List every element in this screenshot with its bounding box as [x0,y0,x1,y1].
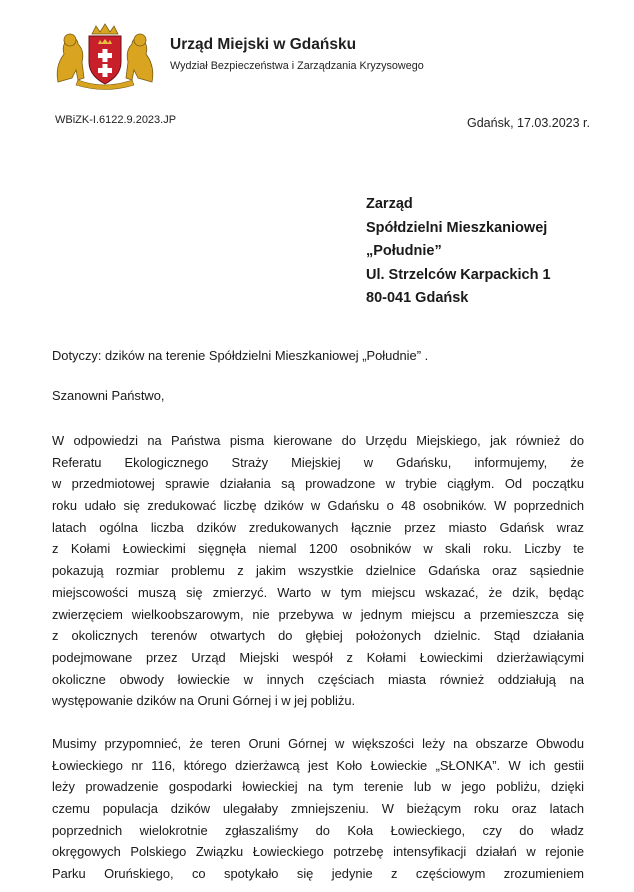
salutation: Szanowni Państwo, [52,388,165,403]
reference-number: WBiZK-I.6122.9.2023.JP [55,114,177,126]
body-paragraph-1 [52,430,584,712]
gdansk-coat-of-arms-logo [52,22,158,90]
text-line: leży prowadzenie gospodarki łowieckiej na tym terenie lub w jego pobliżu, dzięki [52,779,584,795]
text-line: miejscowości muszą się zmierzyć. Warto w tym miejscu wskazać, że dzik, będąc [52,584,584,600]
text-line: poprzednich wielokrotnie zgłaszaliśmy do Koła Łowieckiego, czy do władz [52,822,584,838]
text-line: latach ogólna liczba dzików zredukowanych łącznie przez miasto Gdańsk wraz [52,519,584,535]
organization-name: Urząd Miejski w Gdańsku [170,36,357,53]
department-name: Wydział Bezpieczeństwa i Zarządzania Kryzysowego [170,60,424,72]
text-line: podejmowane przez Urząd Miejski wespół z Kołami Łowieckimi dzierżawiącymi [52,649,584,665]
addressee-line: Ul. Strzelców Karpackich 1 [366,266,551,283]
body-paragraph-2 [52,733,584,885]
text-line: W odpowiedzi na Państwa pisma kierowane do Urzędu Miejskiego, jak również do [52,433,584,448]
addressee-line: 80-041 Gdańsk [366,290,469,307]
addressee-line: Zarząd [366,196,413,212]
text-line: pokazują rozmiar problemu z jakim wszystkie dzielnice Gdańska oraz sąsiednie [52,563,584,579]
addressee-line: Spółdzielni Mieszkaniowej [366,219,548,236]
text-line: roku udało się zredukować liczbę dzików w Gdańsku o 48 osobników. W poprzednich [52,498,584,514]
text-line: Łowieckiego nr 116, którego dzierżawcą jest Koło Łowieckie „SŁONKA”. W ich gestii [52,757,584,773]
text-line: czemu populacja dzików ulegałaby zmniejszeniu. W bieżącym roku oraz latach [52,801,584,817]
text-line: Parku Oruńskiego, co spotykało się jedynie z częściowym zrozumieniem [52,866,584,882]
text-line: z Kołami Łowieckimi sięgnęła niemal 1200 osobników w skali roku. Liczby te [52,541,584,557]
addressee-block [366,193,551,311]
text-line: Referatu Ekologicznego Straży Miejskiej w Gdańsku, informujemy, że [52,454,584,470]
text-line: z okolicznych terenów otwartych do głębiej położonych dzielnic. Stąd działania [52,628,584,644]
text-line: występowanie dzików na Oruni Górnej i w jej pobliżu. [52,693,356,709]
text-line: zwierzęciem wielkoobszarowym, nie przebywa w jednym miejscu a przemieszcza się [52,606,584,622]
addressee-line: „Południe” [366,243,442,260]
text-line: w przedmiotowej sprawie działania są prowadzone w trybie ciągłym. Od początku [52,476,584,492]
text-line: Musimy przypomnieć, że teren Oruni Górnej w większości leży na obszarze Obwodu [52,736,584,751]
letter-date: Gdańsk, 17.03.2023 r. [466,116,590,130]
text-line: okręgowych Polskiego Związku Łowieckiego potrzebę intensyfikacji działań w rejonie [52,844,584,860]
subject-line: Dotyczy: dzików na terenie Spółdzielni Mieszkaniowej „Południe” . [52,348,429,363]
text-line: okoliczne obwody łowieckie w innych częściach miasta również oddziałują na [52,671,584,687]
